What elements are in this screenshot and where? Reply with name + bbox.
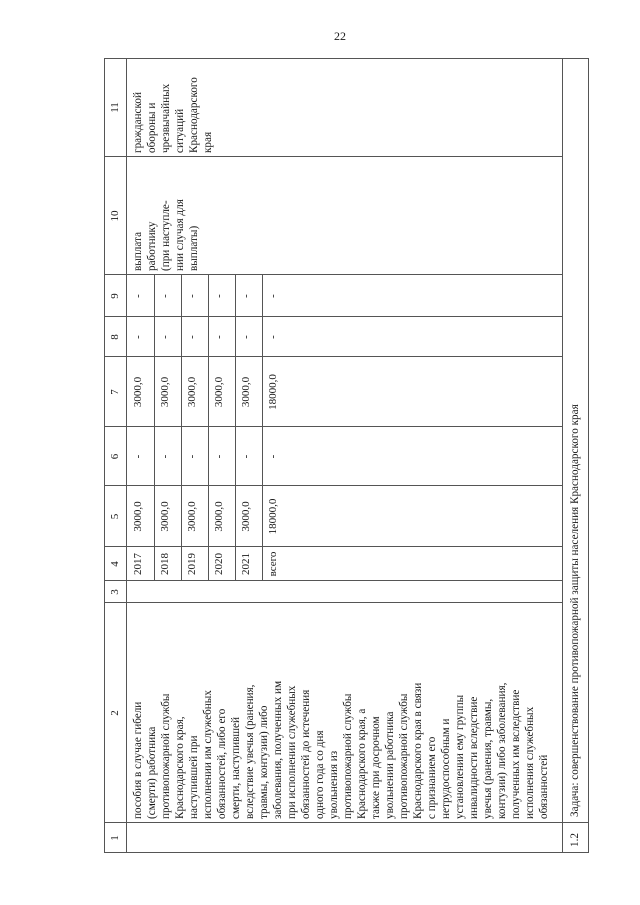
description-line: (смерти) работника [146, 726, 158, 819]
description-line: увольнении работника [384, 711, 396, 819]
cell-c5-row-5: 18000,0 [267, 498, 279, 535]
table-border-right [104, 58, 589, 59]
cell-year-row-5: всего [267, 551, 279, 577]
description-line: вследствие увечья (ранения, [244, 684, 256, 819]
cell-c5-row-1: 3000,0 [159, 501, 171, 532]
col-line-4 [104, 546, 562, 547]
task-number: 1.2 [569, 833, 581, 847]
cell-c8-row-4: - [240, 335, 252, 339]
result-line: нии случая для [174, 199, 186, 271]
cell-c6-row-2: - [186, 454, 198, 459]
header-col-10: 10 [109, 210, 121, 222]
description-line: установлении ему группы [454, 694, 466, 819]
cell-c8-row-0: - [132, 335, 144, 339]
cell-c9-row-0: - [132, 294, 144, 298]
executor-line: края [202, 131, 214, 153]
executor-line: ситуаций [174, 108, 186, 153]
row-line-5 [262, 275, 263, 581]
row-line-3 [208, 275, 209, 581]
header-col-9: 9 [109, 293, 121, 299]
result-line: выплата [132, 231, 144, 271]
result-description [131, 199, 201, 271]
cell-c7-row-0: 3000,0 [132, 376, 144, 408]
result-line: (при наступле- [160, 200, 172, 271]
description-line: заболевания, полученных им [272, 680, 284, 819]
task-row-col-line [562, 822, 588, 823]
description-line: противопожарной службы [398, 693, 410, 819]
executor-line: гражданской [132, 92, 144, 153]
cell-c7-row-1: 3000,0 [159, 376, 171, 408]
col-line-10 [104, 156, 562, 157]
description-line: при исполнении служебных [286, 685, 298, 819]
description-line: травмы, контузии) либо [258, 705, 270, 819]
result-line: работнику [146, 221, 158, 271]
rotated-table [104, 58, 589, 853]
cell-c8-row-2: - [186, 335, 198, 339]
header-col-2: 2 [109, 710, 121, 716]
responsible-executor [131, 77, 215, 153]
description-line: наступившей при [188, 735, 200, 819]
cell-c7-row-2: 3000,0 [186, 376, 198, 408]
cell-c7-row-5: 18000,0 [267, 374, 279, 410]
description-line: также при досрочном [370, 716, 382, 819]
cell-c6-row-4: - [240, 454, 252, 459]
cell-c5-row-2: 3000,0 [186, 501, 198, 532]
description-line: исполнения служебных [524, 706, 536, 819]
cell-c7-row-4: 3000,0 [240, 376, 252, 408]
cell-c6-row-3: - [213, 454, 225, 459]
col-line-2 [104, 602, 562, 603]
row-line-2 [181, 275, 182, 581]
result-line: выплаты) [188, 225, 200, 271]
description-line: Краснодарского края, а [356, 708, 368, 819]
description-line: противопожарной службы [160, 693, 172, 819]
description-line: одного года со дня [314, 730, 326, 819]
cell-c7-row-3: 3000,0 [213, 376, 225, 408]
executor-line: чрезвычайных [160, 83, 172, 153]
cell-year-row-1: 2018 [159, 553, 171, 575]
rotated-table-wrapper [104, 58, 589, 853]
col-line-6 [104, 426, 562, 427]
description-line: исполнении им служебных [202, 690, 214, 819]
description-line: Краснодарского края, [174, 716, 186, 819]
description-line: обязанностей, либо его [216, 708, 228, 819]
header-col-5: 5 [109, 513, 121, 520]
table-border-left [104, 852, 589, 853]
cell-c9-row-4: - [240, 294, 252, 298]
measure-description [131, 681, 551, 819]
description-line: с признанием его [426, 736, 438, 819]
cell-c9-row-2: - [186, 294, 198, 298]
cell-c9-row-5: - [267, 294, 279, 298]
cell-c9-row-1: - [159, 294, 171, 298]
description-line: полученных им вследствие [510, 689, 522, 819]
row-line-4 [235, 275, 236, 581]
description-line: увольнения из [328, 750, 340, 819]
cell-c5-row-0: 3000,0 [132, 501, 144, 532]
header-col-8: 8 [109, 334, 121, 340]
description-line: пособия в случае гибели [132, 701, 144, 819]
data-table [104, 58, 589, 853]
cell-c5-row-3: 3000,0 [213, 501, 225, 532]
header-divider [126, 58, 127, 853]
cell-year-row-0: 2017 [132, 553, 144, 575]
description-line: смерти, наступившей [230, 716, 242, 819]
cell-c6-row-5: - [267, 454, 279, 459]
cell-c8-row-3: - [213, 335, 225, 339]
page-number: 22 [334, 29, 346, 43]
cell-year-row-3: 2020 [213, 553, 225, 575]
header-col-6: 6 [109, 453, 121, 460]
cell-c5-row-4: 3000,0 [240, 501, 252, 532]
col-line-7 [104, 356, 562, 357]
col-line-8 [104, 316, 562, 317]
description-line: обязанностей до истечения [300, 689, 312, 819]
description-line: Краснодарского края в связи [412, 682, 424, 819]
cell-c6-row-1: - [159, 454, 171, 459]
header-col-4: 4 [109, 561, 121, 567]
task-row-divider [562, 58, 563, 853]
description-line: обязанностей [538, 754, 550, 819]
header-col-7: 7 [109, 389, 121, 395]
cell-year-row-2: 2019 [186, 553, 198, 575]
header-col-1: 1 [109, 835, 121, 841]
task-title: Задача: совершенствование противопожарной защиты населения Краснодарского края [569, 404, 581, 817]
description-line: контузии) либо заболевания, [496, 682, 508, 819]
table-border-top [104, 58, 105, 853]
cell-c8-row-1: - [159, 335, 171, 339]
description-line: увечья (ранения, травмы, [482, 698, 494, 819]
description-line: противопожарной службы [342, 693, 354, 819]
description-line: нетрудоспособным и [440, 718, 452, 819]
col-line-9 [104, 274, 562, 275]
description-line: инвалидности вследствие [468, 696, 480, 819]
col-line-3 [104, 580, 562, 581]
cell-year-row-4: 2021 [240, 553, 252, 575]
executor-line: Краснодарского [188, 77, 200, 153]
cell-c8-row-5: - [267, 335, 279, 339]
header-col-3: 3 [109, 589, 121, 595]
executor-line: обороны и [146, 102, 158, 153]
header-col-11: 11 [109, 102, 121, 113]
col-line-5 [104, 485, 562, 486]
cell-c6-row-0: - [132, 454, 144, 459]
table-border-bottom [588, 58, 589, 853]
col-line-1 [104, 822, 562, 823]
cell-c9-row-3: - [213, 294, 225, 298]
row-line-1 [154, 275, 155, 581]
